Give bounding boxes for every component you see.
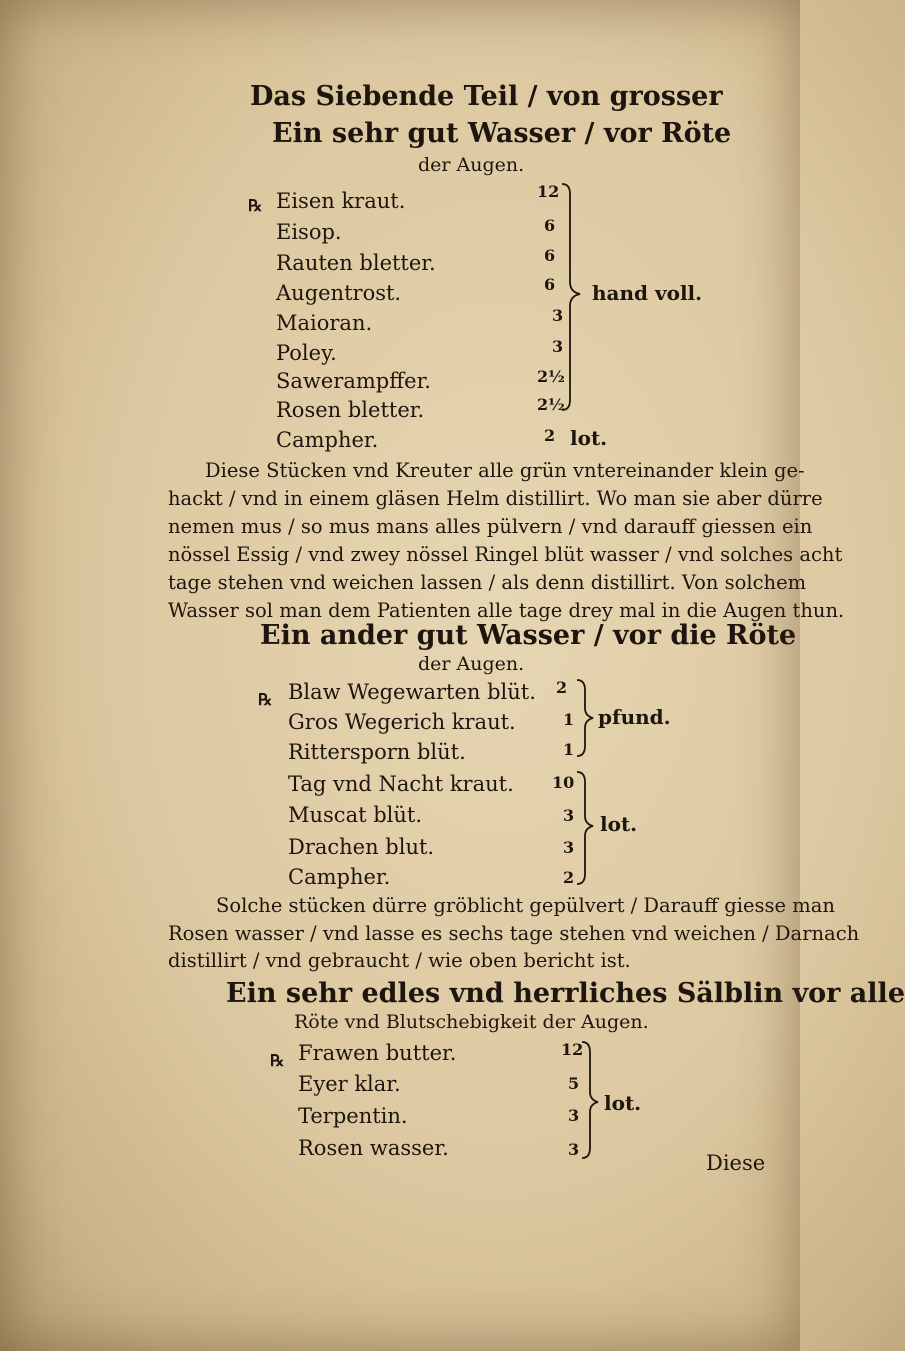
ingredient-quantity: 1 [563, 710, 575, 729]
ingredient-name: Sawerampffer. [276, 369, 431, 393]
ingredient-quantity: 3 [563, 838, 575, 857]
paragraph-line: Wasser sol man dem Patienten alle tage drey mal in die Augen thun. [168, 599, 845, 622]
paragraph-line: tage stehen vnd weichen lassen / als denn distillirt. Von solchem [168, 571, 807, 594]
paragraph-line: nemen mus / so mus mans alles pülvern / vnd darauff giessen ein [168, 515, 813, 538]
ingredient-name: Gros Wegerich kraut. [288, 710, 516, 734]
ingredient-quantity: 1 [563, 740, 575, 759]
ingredient-name: Poley. [276, 341, 337, 365]
ingredient-name: Eisop. [276, 220, 342, 244]
ingredient-quantity: 12 [537, 182, 560, 201]
paragraph-line: distillirt / vnd gebraucht / wie oben bericht ist. [168, 949, 631, 972]
recipe-symbol: ℞ [248, 196, 263, 215]
section3-subtitle: Röte vnd Blutschebigkeit der Augen. [294, 1011, 649, 1033]
section2-title: Ein ander gut Wasser / vor die Röte [260, 620, 797, 651]
unit-label: lot. [600, 812, 638, 836]
section1-subtitle: der Augen. [418, 154, 525, 176]
ingredient-name: Augentrost. [276, 281, 402, 305]
running-head: Das Siebende Teil / von grosser [250, 81, 723, 112]
ingredient-name: Blaw Wegewarten blüt. [288, 680, 536, 704]
paragraph-line: hackt / vnd in einem gläsen Helm distillirt. Wo man sie aber dürre [168, 487, 823, 510]
ingredient-quantity: 2½ [537, 367, 565, 386]
ingredient-name: Rosen bletter. [276, 398, 425, 422]
ingredient-name: Drachen blut. [288, 835, 435, 859]
paragraph-line: nössel Essig / vnd zwey nössel Ringel blüt wasser / vnd solches acht [168, 543, 843, 566]
ingredient-quantity: 6 [544, 216, 556, 235]
ingredient-quantity: 6 [544, 246, 556, 265]
recipe-symbol: ℞ [270, 1051, 285, 1070]
ingredient-quantity: 2 [544, 426, 556, 445]
paragraph-line: Diese Stücken vnd Kreuter alle grün vntereinander klein ge- [205, 459, 805, 482]
ingredient-name: Tag vnd Nacht kraut. [288, 772, 514, 796]
ingredient-quantity: 2 [563, 868, 575, 887]
ingredient-name: Eyer klar. [298, 1072, 401, 1096]
ingredient-name: Terpentin. [298, 1104, 408, 1128]
ingredient-name: Maioran. [276, 311, 373, 335]
section1-title: Ein sehr gut Wasser / vor Röte [272, 118, 732, 149]
ingredient-name: Rosen wasser. [298, 1136, 449, 1160]
catchword: Diese [706, 1151, 766, 1175]
ingredient-quantity: 3 [563, 806, 575, 825]
recipe-symbol: ℞ [258, 690, 273, 709]
unit-label: hand voll. [592, 281, 703, 305]
ingredient-name: Eisen kraut. [276, 189, 406, 213]
ingredient-name: Rauten bletter. [276, 251, 436, 275]
paragraph-line: Solche stücken dürre gröblicht gepülvert / Darauff giesse man [216, 894, 835, 917]
ingredient-quantity: 2 [556, 678, 568, 697]
ingredient-name: Frawen butter. [298, 1041, 457, 1065]
ingredient-quantity: 3 [568, 1106, 580, 1125]
ingredient-name: Campher. [288, 865, 391, 889]
unit-label: lot. [570, 426, 608, 450]
unit-label: lot. [604, 1091, 642, 1115]
ingredient-quantity: 3 [552, 306, 564, 325]
unit-label: pfund. [598, 705, 671, 729]
ingredient-quantity: 6 [544, 275, 556, 294]
ingredient-quantity: 3 [568, 1140, 580, 1159]
section2-subtitle: der Augen. [418, 653, 525, 675]
ingredient-quantity: 2½ [537, 395, 565, 414]
ingredient-name: Rittersporn blüt. [288, 740, 466, 764]
ingredient-quantity: 10 [552, 773, 575, 792]
ingredient-quantity: 12 [561, 1040, 584, 1059]
ingredient-name: Campher. [276, 428, 379, 452]
ingredient-name: Muscat blüt. [288, 803, 422, 827]
section3-title: Ein sehr edles vnd herrliches Sälblin vor alle [226, 978, 905, 1009]
ingredient-quantity: 5 [568, 1074, 580, 1093]
ingredient-quantity: 3 [552, 337, 564, 356]
paragraph-line: Rosen wasser / vnd lasse es sechs tage stehen vnd weichen / Darnach [168, 922, 860, 945]
